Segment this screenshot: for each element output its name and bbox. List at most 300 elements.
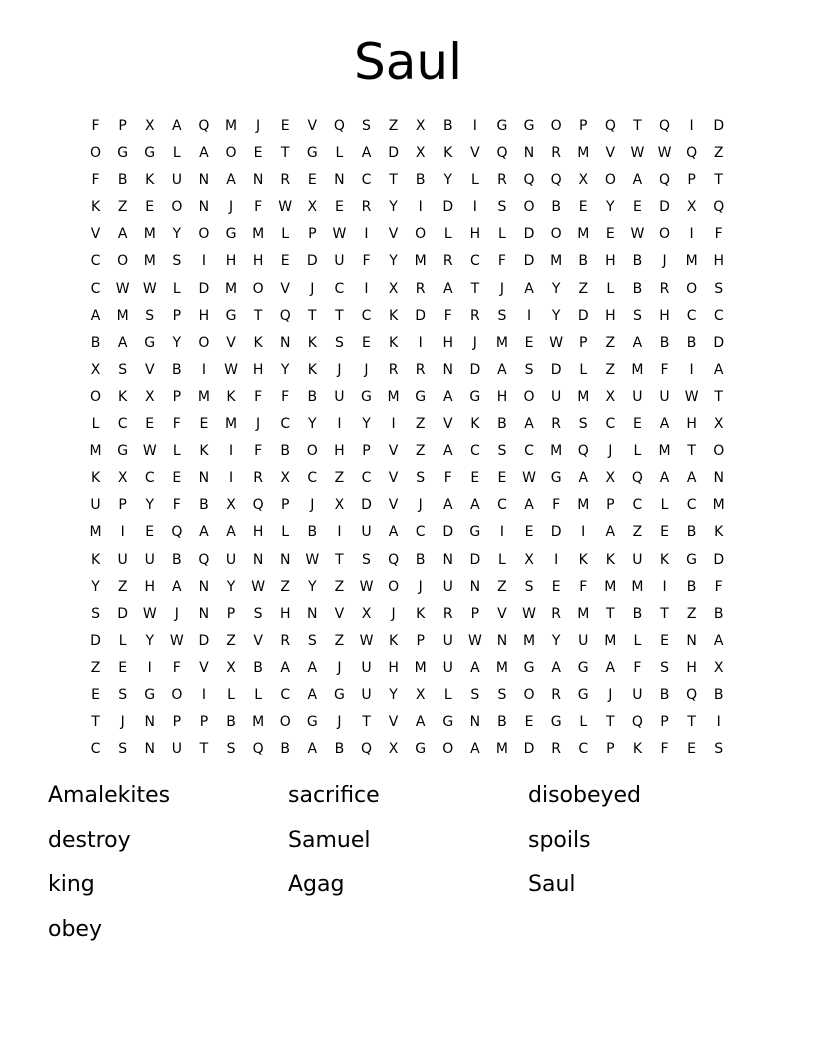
grid-letter: F [579, 578, 588, 595]
grid-letter: M [495, 741, 508, 758]
grid-row [82, 411, 734, 438]
grid-letter: M [550, 443, 563, 460]
grid-letter: D [523, 253, 535, 270]
grid-letter: A [659, 416, 670, 433]
word-list-item: Saul [528, 872, 576, 897]
grid-letter: R [551, 605, 561, 622]
grid-letter: N [523, 145, 535, 162]
grid-letter: A [226, 172, 236, 189]
word-list-item: spoils [528, 827, 591, 853]
grid-letter: R [415, 361, 426, 378]
grid-letter: Y [172, 334, 182, 351]
grid-letter: K [388, 307, 399, 324]
grid-letter: G [144, 686, 156, 703]
grid-letter: D [469, 361, 481, 378]
grid-letter: R [415, 280, 426, 297]
grid-letter: G [144, 334, 156, 351]
grid-letter: K [90, 551, 101, 568]
grid-letter: O [306, 443, 318, 460]
grid-letter: Z [280, 578, 290, 595]
grid-letter: D [415, 307, 427, 324]
grid-letter: G [306, 145, 318, 162]
grid-letter: M [224, 280, 238, 297]
grid-letter: V [442, 416, 453, 433]
grid-letter: H [144, 578, 155, 595]
grid-letter: J [337, 659, 342, 676]
grid-letter: B [686, 578, 697, 595]
grid-letter: U [334, 388, 345, 405]
grid-letter: I [554, 551, 559, 568]
grid-letter: A [172, 118, 182, 134]
grid-letter: C [117, 416, 128, 433]
grid-letter: I [662, 578, 667, 595]
grid-letter: X [117, 470, 128, 487]
grid-letter: T [687, 443, 696, 460]
grid-letter: U [578, 632, 589, 649]
grid-letter: C [361, 470, 372, 487]
grid-letter: D [90, 632, 101, 649]
grid-letter: N [442, 361, 453, 378]
grid-letter: S [307, 632, 317, 649]
grid-letter: D [388, 145, 399, 162]
grid-letter: S [497, 199, 507, 216]
grid-letter: A [470, 741, 480, 758]
grid-letter: G [415, 388, 427, 405]
grid-letter: N [686, 632, 697, 649]
grid-letter: W [522, 605, 536, 622]
grid-letter: M [631, 361, 644, 378]
grid-letter: G [415, 741, 427, 758]
grid-letter: U [144, 551, 155, 568]
grid-letter: A [659, 470, 670, 487]
grid-letter: U [225, 551, 237, 568]
grid-letter: Q [604, 118, 616, 134]
grid-letter: K [253, 334, 263, 351]
grid-letter: J [310, 497, 315, 514]
grid-letter: H [713, 253, 724, 270]
grid-letter: A [415, 714, 426, 731]
grid-letter: I [147, 659, 152, 676]
grid-row [82, 438, 734, 465]
grid-row [82, 655, 734, 682]
grid-letter: R [469, 307, 480, 324]
grid-letter: M [224, 416, 238, 433]
grid-letter: P [606, 497, 615, 514]
grid-letter: R [551, 145, 561, 162]
grid-letter: P [606, 741, 615, 758]
grid-letter: X [388, 741, 399, 758]
grid-letter: O [442, 741, 454, 758]
grid-letter: A [713, 361, 724, 378]
grid-letter: P [308, 226, 317, 243]
grid-letter: W [142, 443, 157, 460]
grid-letter: H [334, 443, 345, 460]
grid-letter: T [91, 714, 100, 731]
grid-letter: B [632, 280, 643, 297]
grid-letter: W [630, 226, 645, 243]
grid-letter: R [442, 253, 453, 270]
grid-letter: P [226, 605, 236, 622]
grid-letter: F [633, 659, 642, 676]
grid-letter: N [144, 741, 155, 758]
grid-letter: M [89, 443, 102, 460]
grid-letter: I [581, 524, 586, 541]
grid-letter: P [199, 714, 209, 731]
grid-letter: D [198, 632, 210, 649]
grid-letter: Y [443, 172, 453, 189]
grid-letter: O [279, 714, 291, 731]
grid-letter: G [496, 118, 508, 134]
grid-letter: G [577, 686, 589, 703]
grid-letter: W [359, 632, 374, 649]
grid-letter: J [256, 118, 261, 134]
grid-letter: Z [415, 416, 426, 433]
grid-letter: K [118, 388, 128, 405]
grid-letter: U [632, 551, 643, 568]
grid-letter: L [498, 226, 506, 243]
grid-letter: J [228, 199, 234, 216]
grid-letter: C [90, 280, 101, 297]
grid-letter: H [198, 307, 210, 324]
grid-letter: W [169, 632, 184, 649]
grid-letter: E [280, 253, 290, 270]
grid-letter: L [606, 280, 615, 297]
grid-row [82, 113, 734, 140]
grid-letter: N [198, 605, 210, 622]
grid-letter: X [686, 199, 697, 216]
grid-letter: X [524, 551, 534, 568]
grid-letter: W [251, 578, 266, 595]
grid-letter: A [442, 443, 453, 460]
grid-letter: T [199, 741, 209, 758]
grid-letter: V [388, 443, 399, 460]
grid-letter: S [714, 741, 724, 758]
grid-letter: K [307, 361, 317, 378]
grid-letter: L [281, 226, 290, 243]
grid-letter: G [550, 470, 562, 487]
grid-letter: A [497, 361, 507, 378]
grid-letter: M [414, 253, 427, 270]
grid-letter: L [660, 497, 669, 514]
grid-letter: M [577, 145, 590, 162]
grid-letter: H [686, 416, 697, 433]
grid-row [82, 492, 734, 519]
word-list-item: destroy [48, 827, 131, 853]
grid-letter: Y [145, 497, 155, 514]
grid-letter: D [442, 199, 454, 216]
grid-letter: I [120, 524, 125, 541]
grid-letter: S [362, 118, 371, 134]
grid-letter: I [201, 361, 206, 378]
grid-letter: V [388, 714, 399, 731]
grid-letter: A [388, 524, 399, 541]
grid-letter: C [605, 416, 616, 433]
grid-letter: E [632, 199, 642, 216]
grid-letter: Q [686, 686, 698, 703]
grid-row [82, 357, 734, 384]
word-search-grid [82, 113, 734, 763]
grid-letter: X [144, 388, 155, 405]
grid-letter: G [225, 226, 237, 243]
grid-letter: E [497, 470, 507, 487]
grid-letter: G [577, 659, 589, 676]
grid-letter: A [470, 659, 480, 676]
grid-letter: I [337, 416, 342, 433]
grid-letter: M [143, 226, 156, 243]
grid-letter: N [252, 551, 264, 568]
grid-letter: E [660, 524, 669, 541]
grid-letter: F [254, 388, 263, 405]
grid-letter: N [279, 551, 291, 568]
grid-letter: Y [606, 199, 615, 216]
grid-letter: T [335, 551, 344, 568]
grid-letter: I [418, 199, 423, 216]
grid-letter: L [281, 524, 290, 541]
grid-letter: N [279, 334, 291, 351]
grid-letter: M [523, 632, 536, 649]
grid-letter: B [280, 443, 290, 460]
grid-letter: F [714, 226, 723, 243]
grid-letter: V [497, 605, 507, 622]
grid-letter: I [391, 416, 396, 433]
grid-letter: E [145, 199, 155, 216]
grid-letter: S [497, 307, 507, 324]
grid-letter: J [337, 714, 342, 731]
grid-letter: K [578, 551, 588, 568]
grid-letter: B [253, 659, 263, 676]
grid-letter: N [144, 714, 155, 731]
grid-letter: W [142, 605, 157, 622]
grid-letter: B [415, 172, 426, 189]
grid-letter: D [523, 741, 535, 758]
word-list-item: Samuel [288, 827, 371, 853]
grid-letter: R [497, 172, 507, 189]
grid-letter: W [522, 470, 536, 487]
grid-letter: S [660, 659, 669, 676]
grid-letter: A [226, 524, 236, 541]
grid-letter: W [684, 388, 699, 405]
grid-letter: A [90, 307, 101, 324]
grid-letter: H [252, 524, 264, 541]
grid-letter: L [91, 416, 100, 433]
grid-letter: I [228, 443, 234, 460]
grid-letter: H [469, 226, 481, 243]
grid-letter: C [280, 686, 291, 703]
grid-letter: A [524, 497, 534, 514]
grid-letter: K [307, 334, 317, 351]
grid-letter: U [361, 524, 372, 541]
grid-letter: O [415, 226, 427, 243]
grid-letter: Y [362, 416, 371, 433]
grid-letter: E [687, 741, 697, 758]
grid-row [82, 194, 734, 221]
grid-letter: F [443, 470, 452, 487]
grid-letter: L [254, 686, 263, 703]
grid-letter: F [552, 497, 561, 514]
grid-letter: G [306, 714, 318, 731]
grid-letter: Y [551, 280, 561, 297]
grid-letter: K [145, 172, 155, 189]
grid-letter: K [632, 741, 643, 758]
grid-letter: U [361, 686, 372, 703]
grid-letter: Z [632, 524, 643, 541]
grid-letter: I [364, 280, 369, 297]
grid-letter: D [306, 253, 318, 270]
grid-letter: W [224, 361, 238, 378]
word-list-item: Agag [288, 872, 345, 897]
grid-letter: I [689, 118, 694, 134]
grid-letter: O [171, 686, 183, 703]
grid-letter: K [443, 145, 453, 162]
grid-letter: G [117, 145, 129, 162]
grid-letter: P [118, 497, 127, 514]
grid-letter: Q [360, 741, 372, 758]
grid-letter: T [280, 145, 290, 162]
grid-letter: I [716, 714, 721, 731]
grid-letter: Z [497, 578, 507, 595]
grid-letter: D [469, 551, 481, 568]
grid-letter: U [632, 388, 643, 405]
grid-letter: S [145, 307, 155, 324]
grid-letter: S [226, 741, 236, 758]
grid-letter: I [201, 253, 206, 270]
grid-letter: R [551, 741, 561, 758]
grid-letter: M [631, 578, 644, 595]
grid-letter: Q [198, 118, 210, 134]
grid-letter: I [472, 118, 477, 134]
grid-letter: L [443, 686, 452, 703]
grid-letter: M [224, 118, 238, 134]
grid-letter: J [472, 334, 477, 351]
grid-letter: N [469, 578, 481, 595]
grid-letter: C [334, 280, 345, 297]
grid-letter: B [307, 524, 318, 541]
grid-letter: N [198, 172, 210, 189]
grid-letter: H [252, 361, 264, 378]
word-list-item: obey [48, 916, 102, 942]
grid-letter: S [524, 578, 534, 595]
grid-letter: Y [389, 253, 398, 270]
grid-letter: F [254, 199, 263, 216]
grid-letter: Z [117, 578, 128, 595]
grid-letter: M [495, 334, 508, 351]
grid-letter: L [227, 686, 235, 703]
grid-letter: R [280, 632, 291, 649]
grid-letter: F [91, 172, 100, 189]
grid-letter: Q [496, 145, 508, 162]
grid-letter: R [551, 686, 561, 703]
grid-letter: H [225, 253, 237, 270]
grid-letter: N [198, 470, 210, 487]
grid-letter: W [115, 280, 130, 297]
grid-letter: M [414, 659, 427, 676]
grid-letter: E [470, 470, 480, 487]
grid-letter: C [280, 416, 291, 433]
grid-letter: A [442, 280, 453, 297]
grid-letter: S [714, 280, 724, 297]
grid-letter: M [577, 226, 590, 243]
grid-letter: O [388, 578, 400, 595]
grid-letter: E [145, 416, 155, 433]
grid-row [82, 276, 734, 303]
grid-row [82, 709, 734, 736]
grid-letter: I [418, 334, 423, 351]
grid-letter: C [469, 253, 480, 270]
grid-letter: G [442, 714, 454, 731]
grid-letter: F [714, 578, 723, 595]
grid-letter: C [469, 443, 480, 460]
grid-letter: V [334, 605, 345, 622]
grid-letter: Q [198, 551, 210, 568]
grid-letter: U [361, 659, 372, 676]
grid-letter: F [254, 443, 263, 460]
grid-letter: Q [550, 172, 562, 189]
grid-letter: E [660, 632, 669, 649]
grid-letter: Y [551, 632, 561, 649]
grid-letter: V [470, 145, 480, 162]
grid-letter: J [391, 605, 396, 622]
grid-letter: C [415, 524, 426, 541]
grid-letter: T [470, 280, 480, 297]
grid-letter: D [577, 307, 589, 324]
grid-letter: N [713, 470, 724, 487]
grid-letter: T [362, 714, 371, 731]
grid-letter: P [579, 118, 588, 134]
grid-letter: Y [308, 578, 317, 595]
grid-letter: V [388, 226, 399, 243]
grid-letter: L [633, 632, 642, 649]
grid-letter: C [497, 497, 507, 514]
grid-letter: O [171, 199, 183, 216]
grid-letter: B [90, 334, 101, 351]
grid-letter: T [660, 605, 669, 622]
grid-letter: E [253, 145, 263, 162]
grid-letter: Z [334, 632, 345, 649]
grid-letter: T [253, 307, 263, 324]
grid-letter: B [686, 524, 697, 541]
grid-letter: C [632, 497, 643, 514]
grid-letter: Y [226, 578, 236, 595]
grid-letter: S [118, 361, 128, 378]
grid-letter: A [524, 280, 534, 297]
grid-letter: G [469, 388, 481, 405]
grid-letter: B [713, 686, 724, 703]
grid-letter: J [364, 361, 369, 378]
grid-letter: O [659, 226, 671, 243]
grid-letter: M [89, 524, 102, 541]
grid-letter: B [632, 253, 643, 270]
grid-letter: S [91, 605, 100, 622]
grid-letter: X [226, 497, 236, 514]
grid-letter: E [334, 199, 344, 216]
grid-letter: G [686, 551, 698, 568]
grid-letter: O [198, 334, 210, 351]
grid-letter: C [361, 307, 372, 324]
grid-letter: U [117, 551, 128, 568]
grid-letter: B [497, 416, 507, 433]
grid-letter: E [632, 416, 642, 433]
grid-letter: Z [334, 578, 345, 595]
grid-letter: S [632, 307, 642, 324]
grid-letter: U [442, 659, 453, 676]
grid-letter: X [388, 280, 399, 297]
grid-letter: B [659, 686, 670, 703]
grid-row [82, 519, 734, 546]
grid-letter: L [579, 714, 588, 731]
grid-letter: D [659, 199, 670, 216]
grid-letter: Q [659, 172, 671, 189]
grid-letter: L [443, 226, 452, 243]
